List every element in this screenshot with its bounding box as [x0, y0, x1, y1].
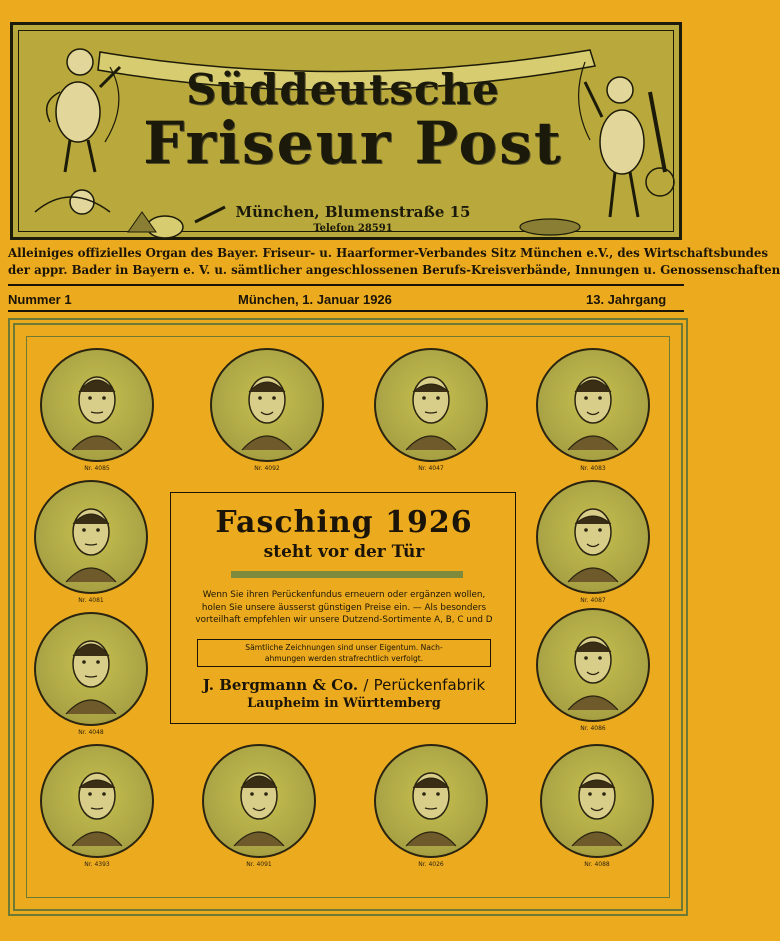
portrait-caption: Nr. 4085 [84, 465, 110, 472]
advert-firm [171, 676, 517, 694]
portrait-medallion [34, 612, 148, 726]
advert-body-line: holen Sie unsere äusserst günstigen Preise ein. — Als besonders [201, 602, 487, 613]
issue-volume: 13. Jahrgang [586, 292, 667, 307]
masthead-phone: Telefon 28591 [313, 223, 393, 234]
cherub-left-illustration [35, 49, 120, 214]
portrait-medallion [536, 608, 650, 722]
advert-copyright-notice [197, 639, 491, 667]
portrait-medallion [202, 744, 316, 858]
portrait-caption: Nr. 4086 [580, 725, 606, 732]
portrait-medallion [540, 744, 654, 858]
rule-bottom [8, 310, 684, 312]
organ-line-2: der appr. Bader in Bayern e. V. u. sämtlicher angeschlossenen Berufs-Kreisverbände, Innungen u. Genossenschaften [8, 263, 780, 277]
advert-place: Laupheim in Württemberg [247, 696, 441, 711]
portrait-illustration [42, 350, 152, 460]
notice-line: Sämtliche Zeichnungen sind unser Eigentum. Nach- [245, 643, 443, 652]
portrait-medallion [34, 480, 148, 594]
portrait-caption: Nr. 4092 [254, 465, 280, 472]
portrait-medallion [536, 348, 650, 462]
portrait-caption: Nr. 4083 [580, 465, 606, 472]
advert-divider-bar [231, 571, 463, 578]
portrait-medallion [536, 480, 650, 594]
portrait-medallion [40, 744, 154, 858]
advert-title: Fasching 1926 [215, 505, 473, 540]
portrait-caption: Nr. 4047 [418, 465, 444, 472]
portrait-caption: Nr. 4087 [580, 597, 606, 604]
rule-top [8, 284, 684, 286]
firm-name: J. Bergmann & Co. [202, 676, 359, 694]
advert-body-line: vorteilhaft empfehlen wir unsere Dutzend-Sortimente A, B, C und D [195, 615, 493, 625]
masthead-address: München, Blumenstraße 15 [235, 203, 471, 221]
portrait-illustration [538, 482, 648, 592]
portrait-illustration [538, 350, 648, 460]
notice-line: ahmungen werden strafrechtlich verfolgt. [264, 654, 424, 663]
firm-separator: / [363, 676, 369, 694]
masthead-title-line2: Friseur Post [143, 109, 563, 177]
portrait-illustration [36, 614, 146, 724]
portrait-medallion [210, 348, 324, 462]
portrait-illustration [538, 610, 648, 720]
portrait-caption: Nr. 4081 [78, 597, 104, 604]
portrait-medallion [374, 744, 488, 858]
issue-number: Nummer 1 [8, 292, 72, 307]
portrait-illustration [204, 746, 314, 856]
advert-box [170, 492, 516, 724]
portrait-caption: Nr. 4393 [84, 861, 110, 868]
portrait-illustration [212, 350, 322, 460]
advert-subtitle: steht vor der Tür [263, 542, 425, 562]
firm-type: Perückenfabrik [373, 676, 486, 694]
portrait-illustration [376, 350, 486, 460]
portrait-caption: Nr. 4048 [78, 729, 104, 736]
portrait-caption: Nr. 4091 [246, 861, 272, 868]
organ-line-1: Alleiniges offizielles Organ des Bayer. Friseur- u. Haarformer-Verbandes Sitz München e.V., des Wirtschaftsbundes [8, 246, 769, 260]
masthead-title-line1: Süddeutsche [186, 65, 500, 114]
portrait-illustration [42, 746, 152, 856]
masthead [10, 22, 682, 240]
advert-body-line: Wenn Sie ihren Perückenfundus erneuern oder ergänzen wollen, [202, 590, 486, 600]
portrait-illustration [376, 746, 486, 856]
portrait-illustration [36, 482, 146, 592]
portrait-illustration [542, 746, 652, 856]
portrait-medallion [40, 348, 154, 462]
issue-date: München, 1. Januar 1926 [238, 292, 392, 307]
portrait-medallion [374, 348, 488, 462]
portrait-caption: Nr. 4088 [584, 861, 610, 868]
portrait-caption: Nr. 4026 [418, 861, 444, 868]
advert-body [185, 589, 503, 627]
